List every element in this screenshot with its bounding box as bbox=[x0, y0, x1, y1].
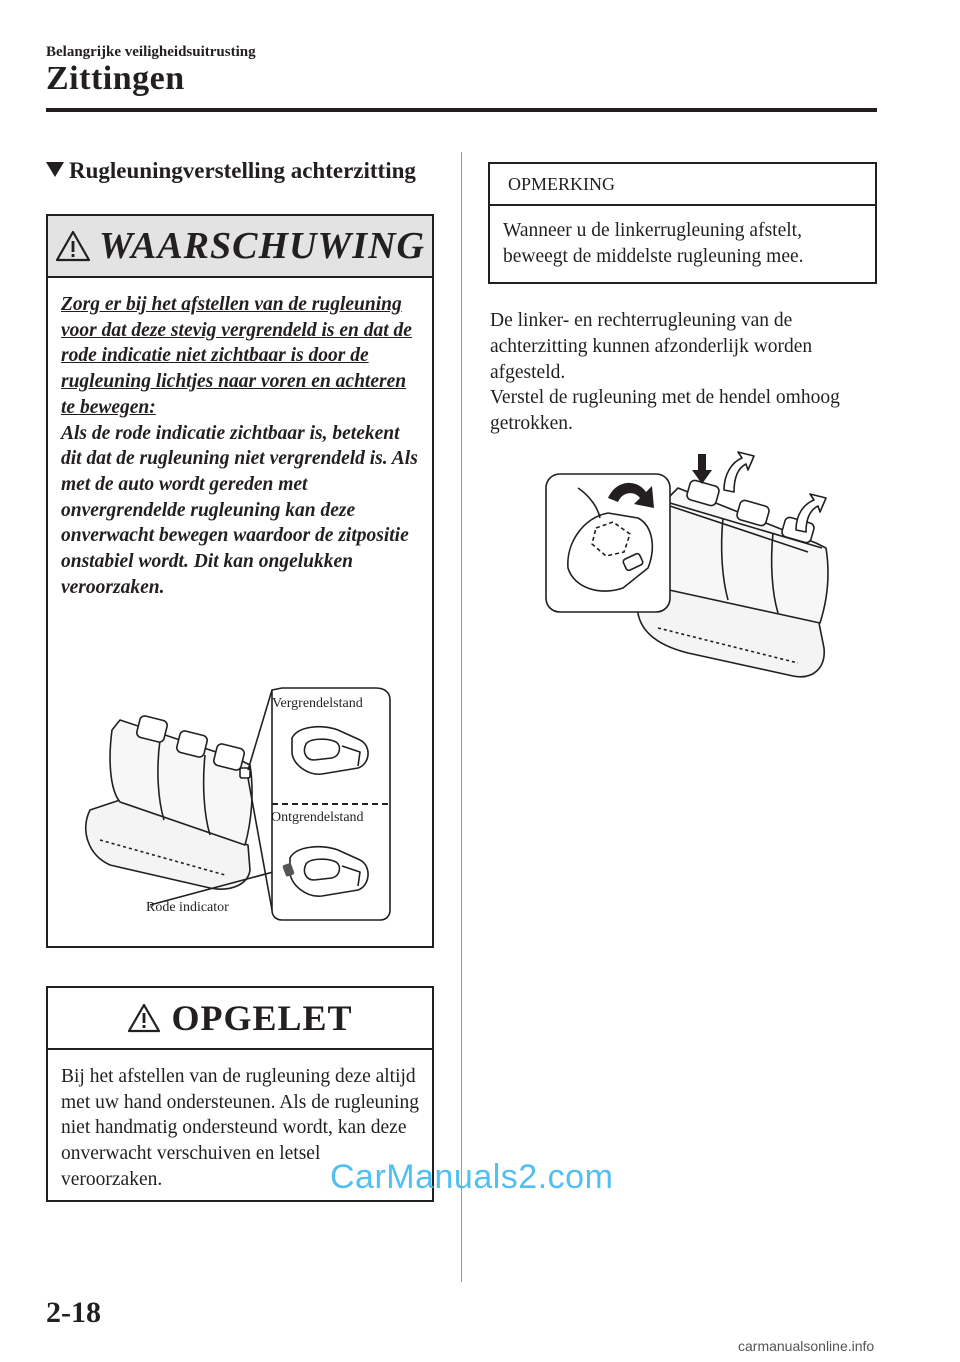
warning-body bbox=[48, 278, 432, 600]
note-body: Wanneer u de linkerrugleuning afstelt, beweegt de middelste rugleuning mee. bbox=[503, 220, 804, 267]
caution-title: OPGELET bbox=[171, 998, 353, 1038]
paragraph-1: De linker- en rechterrugleuning van de achterzitting kunnen afzonderlijk worden afgesteld. bbox=[490, 310, 813, 383]
warning-header bbox=[48, 216, 432, 278]
red-indicator-label: Rode indicator bbox=[146, 900, 229, 915]
warning-underlined-text: Zorg er bij het afstellen van de rugleuning voor dat deze stevig vergrendeld is en dat de rode indicatie niet zichtbaar is door de rugleuning lichtjes naar voren en achteren te bewegen: bbox=[61, 294, 412, 418]
unlocked-position-label: Ontgrendelstand bbox=[271, 810, 364, 825]
caution-header bbox=[48, 988, 432, 1050]
warning-title: WAARSCHUWING bbox=[99, 225, 425, 267]
seat-adjust-figure bbox=[538, 448, 836, 686]
note-title: OPMERKING bbox=[508, 173, 616, 194]
subsection-title: Rugleuningverstelling achterzitting bbox=[69, 158, 416, 183]
body-text bbox=[490, 308, 874, 437]
triangle-bullet-icon bbox=[46, 162, 64, 177]
title-rule bbox=[46, 108, 877, 112]
section-label: Belangrijke veiligheidsuitrusting bbox=[46, 44, 256, 60]
column-divider bbox=[461, 152, 462, 1282]
note-header bbox=[490, 164, 875, 206]
page-title: Zittingen bbox=[46, 60, 185, 97]
rear-seat-illustration bbox=[60, 680, 400, 930]
warning-triangle-icon bbox=[55, 230, 91, 262]
locked-position-label: Vergrendelstand bbox=[272, 696, 363, 711]
seat-lock-figure bbox=[60, 680, 400, 930]
warning-triangle-icon bbox=[127, 1003, 161, 1033]
seat-lever-illustration bbox=[538, 448, 836, 686]
paragraph-2: Verstel de rugleuning met de hendel omhoog getrokken. bbox=[490, 387, 840, 435]
page-number: 2-18 bbox=[46, 1296, 101, 1329]
caution-body: Bij het afstellen van de rugleuning deze altijd met uw hand ondersteunen. Als de rugleuning niet handmatig ondersteund wordt, kan deze onverwacht verschuiven en letsel veroorzaken. bbox=[61, 1066, 419, 1190]
warning-body-text: Als de rode indicatie zichtbaar is, betekent dit dat de rugleuning niet vergrendeld is. Als met de auto wordt gereden met onvergrendelde rugleuning kan deze onverwacht bewegen waardoor de zitpositie onstabiel wordt. Dit kan ongelukken veroorzaken. bbox=[61, 422, 418, 598]
subsection-heading bbox=[46, 158, 416, 184]
note-box bbox=[488, 162, 877, 284]
watermark: CarManuals2.com bbox=[330, 1158, 614, 1196]
footer-site-watermark: carmanualsonline.info bbox=[738, 1338, 875, 1354]
